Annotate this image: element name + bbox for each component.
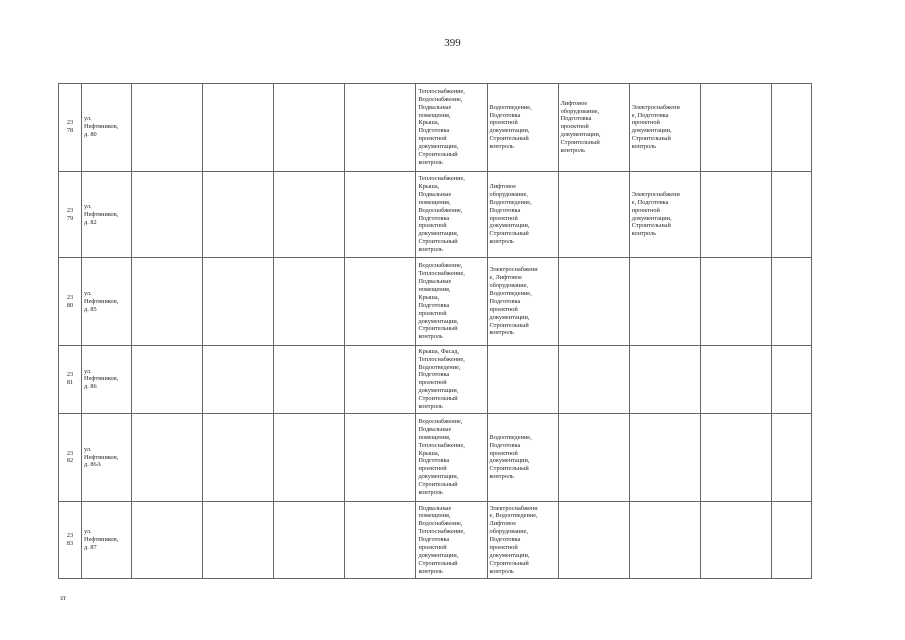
works-cell: [558, 413, 629, 502]
empty-cell: [274, 84, 345, 172]
works-cell-text: Водоотведение, Подготовка проектной документации, Строительный контроль: [489, 103, 532, 151]
row-number: [59, 84, 82, 172]
empty-cell: [345, 346, 416, 414]
works-cell: [487, 502, 558, 579]
address-cell: [82, 171, 132, 258]
works-cell: [487, 413, 558, 502]
address-cell-text: ул. Нефтяников, д. 86: [84, 367, 119, 391]
page-number: 399: [444, 37, 461, 49]
works-cell-text: Водоотведение, Подготовка проектной документации, Строительный контроль: [489, 433, 532, 481]
row-number-text: 23 81: [66, 371, 74, 387]
address-cell-text: ул. Нефтяников, д. 87: [84, 528, 119, 552]
address-cell-text: ул. Нефтяников, д. 80: [84, 115, 119, 139]
empty-cell: [700, 258, 771, 346]
empty-cell: [132, 413, 203, 502]
address-cell-text: ул. Нефтяников, д. 85: [84, 289, 119, 313]
row-number-text: 23 82: [66, 449, 74, 465]
table-row: [59, 258, 812, 346]
works-cell: [558, 258, 629, 346]
works-cell-text: Водоснабжение, Теплоснабжение, Подвальные помещения, Крыша, Подготовка проектной документации, Строительный контроль: [418, 262, 465, 341]
works-cell: [629, 171, 700, 258]
works-cell-text: Электроснабжени е, Подготовка проектной документации, Строительный контроль: [631, 103, 680, 151]
empty-cell: [700, 84, 771, 172]
table-row: [59, 84, 812, 172]
works-cell: [629, 84, 700, 172]
works-cell: [487, 171, 558, 258]
works-cell-text: Электроснабжени е, Водоотведение, Лифтовое оборудование, Подготовка проектной документации, Строительный контроль: [489, 504, 538, 575]
table-row: [59, 413, 812, 502]
works-cell-text: Лифтовое оборудование, Подготовка проектной документации, Строительный контроль: [560, 99, 601, 155]
empty-cell: [771, 171, 811, 258]
empty-cell: [203, 258, 274, 346]
works-cell: [416, 258, 487, 346]
works-cell: [416, 502, 487, 579]
row-number-text: 23 80: [66, 293, 74, 309]
empty-cell: [771, 502, 811, 579]
row-number-text: 23 78: [66, 119, 74, 135]
empty-cell: [274, 346, 345, 414]
works-cell-text: Водоснабжение, Подвальные помещения, Теплоснабжение, Крыша, Подготовка проектной документации, Строительный контроль: [418, 417, 465, 497]
footer-code: зт: [60, 594, 66, 602]
empty-cell: [274, 258, 345, 346]
empty-cell: [203, 346, 274, 414]
address-cell-text: ул. Нефтяников, д. 82: [84, 202, 119, 226]
empty-cell: [345, 84, 416, 172]
empty-cell: [771, 346, 811, 414]
works-cell: [558, 171, 629, 258]
empty-cell: [771, 84, 811, 172]
empty-cell: [345, 502, 416, 579]
empty-cell: [203, 413, 274, 502]
row-number: [59, 502, 82, 579]
works-cell: [487, 346, 558, 414]
works-cell: [416, 413, 487, 502]
works-cell: [629, 502, 700, 579]
row-number: [59, 171, 82, 258]
empty-cell: [132, 171, 203, 258]
works-cell-text: Электроснабжени е, Лифтовое оборудование, Водоотведение, Подготовка проектной документации, Строительный контроль: [489, 266, 538, 337]
works-cell: [487, 258, 558, 346]
empty-cell: [274, 171, 345, 258]
empty-cell: [700, 502, 771, 579]
empty-cell: [345, 171, 416, 258]
empty-cell: [771, 413, 811, 502]
empty-cell: [203, 502, 274, 579]
table-row: [59, 346, 812, 414]
row-number-text: 23 79: [66, 206, 74, 222]
empty-cell: [345, 258, 416, 346]
works-cell-text: Теплоснабжение, Крыша, Подвальные помещения, Водоснабжение, Подготовка проектной документации, Строительный контроль: [418, 175, 465, 254]
address-cell-text: ул. Нефтяников, д. 86А: [84, 445, 119, 469]
table-row: [59, 171, 812, 258]
works-cell: [629, 258, 700, 346]
empty-cell: [700, 346, 771, 414]
table-row: [59, 502, 812, 579]
address-cell: [82, 346, 132, 414]
row-number: [59, 258, 82, 346]
works-cell: [629, 346, 700, 414]
works-cell-text: Электроснабжени е, Подготовка проектной документации, Строительный контроль: [631, 190, 680, 238]
works-cell: [558, 346, 629, 414]
empty-cell: [700, 171, 771, 258]
works-cell-text: Теплоснабжение, Водоснабжение, Подвальные помещения, Крыша, Подготовка проектной документации, Строительный контроль: [418, 87, 465, 166]
row-number-text: 23 83: [66, 532, 74, 548]
works-cell: [416, 346, 487, 414]
works-cell: [629, 413, 700, 502]
housing-repair-table: [58, 83, 812, 579]
works-cell: [558, 502, 629, 579]
row-number: [59, 413, 82, 502]
empty-cell: [345, 413, 416, 502]
address-cell: [82, 502, 132, 579]
works-cell: [416, 171, 487, 258]
address-cell: [82, 413, 132, 502]
address-cell: [82, 258, 132, 346]
empty-cell: [132, 258, 203, 346]
works-cell: [416, 84, 487, 172]
empty-cell: [700, 413, 771, 502]
empty-cell: [203, 84, 274, 172]
empty-cell: [132, 346, 203, 414]
works-cell: [487, 84, 558, 172]
row-number: [59, 346, 82, 414]
works-cell-text: Лифтовое оборудование, Водоотведение, Подготовка проектной документации, Строительный контроль: [489, 182, 532, 246]
works-cell: [558, 84, 629, 172]
address-cell: [82, 84, 132, 172]
works-cell-text: Крыша, Фасад, Теплоснабжение, Водоотведение, Подготовка проектной документации, Строительный контроль: [418, 347, 465, 411]
works-cell-text: Подвальные помещения, Водоснабжение, Теплоснабжение, Подготовка проектной документации, Строительный контроль: [418, 504, 465, 575]
empty-cell: [132, 502, 203, 579]
empty-cell: [274, 413, 345, 502]
empty-cell: [274, 502, 345, 579]
empty-cell: [132, 84, 203, 172]
empty-cell: [771, 258, 811, 346]
empty-cell: [203, 171, 274, 258]
